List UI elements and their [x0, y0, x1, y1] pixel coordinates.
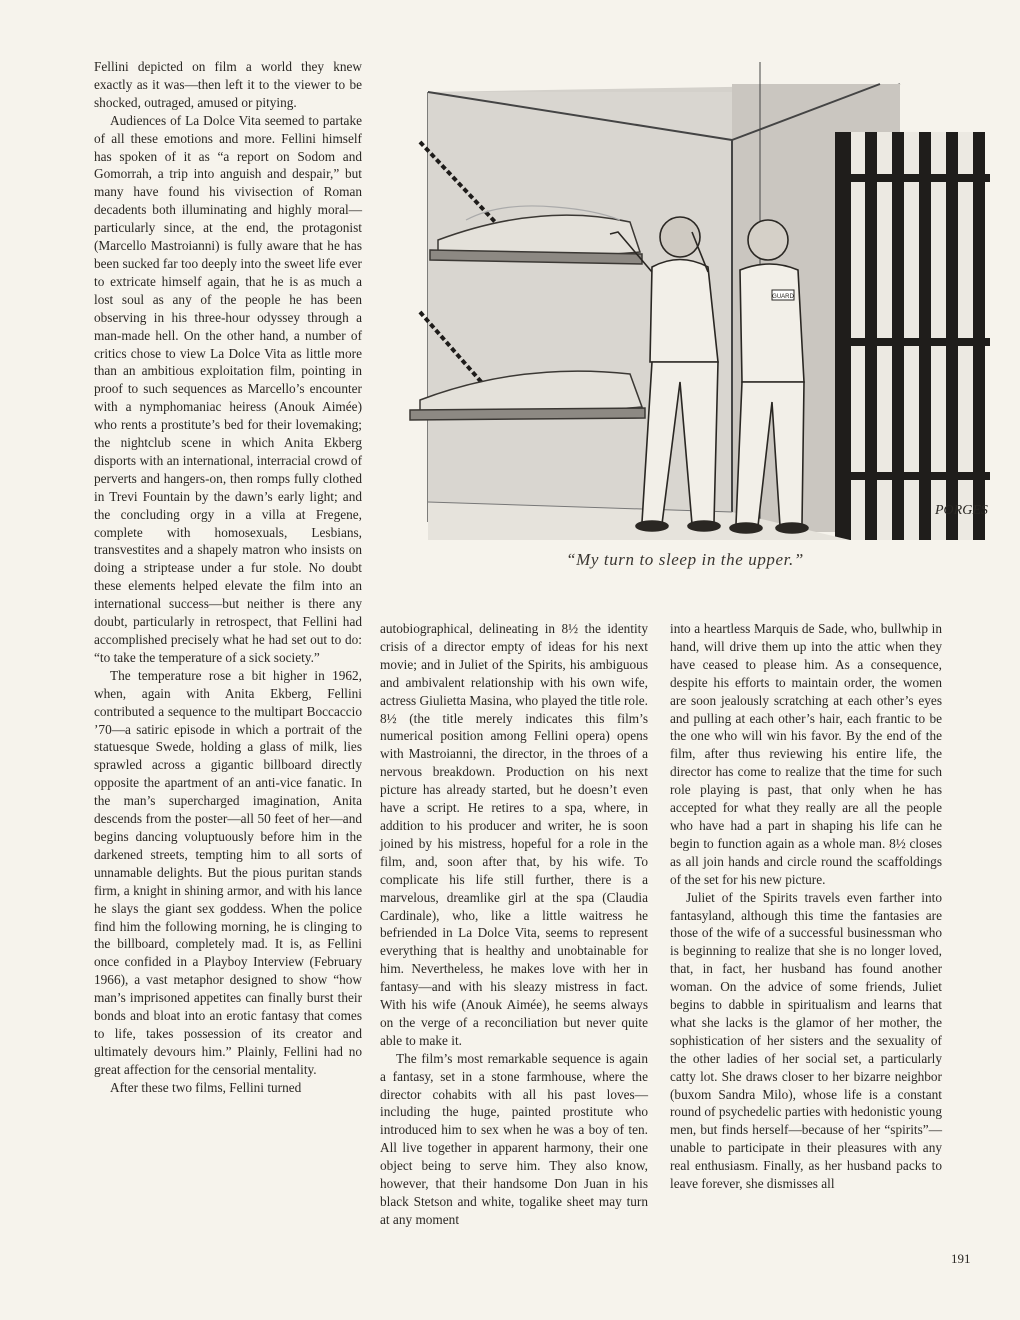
- paragraph: The temperature rose a bit higher in 1962, when, again with Anita Ekberg, Fellini contributed a sequence to the multipart Boccaccio ’70—a satiric episode in which a portrait of the statuesque Swede, holding a glass of milk, lies sprawled across a gigantic billboard directly opposite the apartment of an anti-vice fanatic. In the man’s supercharged imagination, Anita descends from the poster—all 50 feet of her—and begins dancing voluptuously before him in the darkened streets, tempting him to all sorts of unnamable delights. But the pious puritan stands firm, a knight in shining armor, and with his lance he slays the giant sex goddess. When the police find him the following morning, he is clinging to the billboard, completely mad. It is, as Fellini once confided in a Playboy Interview (February 1966), a vast metaphor designed to show “how man’s imprisoned appetites can finally burst their bonds and bloat into an erotic fantasy that comes to life, takes possession of its creator and ultimately devours him.” Plainly, Fellini had no great affection for the censorial mentality.: [94, 667, 362, 1077]
- text-column-left: [94, 58, 362, 1097]
- text-column-middle: [380, 620, 648, 1229]
- cartoon-illustration: [380, 62, 990, 540]
- text-column-right: [670, 620, 942, 1193]
- paragraph: After these two films, Fellini turned: [110, 1079, 302, 1095]
- cell-bars-icon: [835, 132, 990, 540]
- paragraph: Audiences of La Dolce Vita seemed to partake of all these emotions and more. Fellini himself has spoken of it as “a report on Sodom and Gomorrah, a trip into anguish and despair,” but many have found his vivisection of Roman decadents both illuminating and highly moral—particularly since, at the end, the protagonist (Marcello Mastroianni) is fully aware that he has been sucked far too deeply into the sweet life ever to extricate himself again, that he is as much a lost soul as any of the people he has been observing in his three-hour odyssey through a man-made hell. On the other hand, a number of critics chose to view La Dolce Vita as little more than an ambitious exploitation film, pointing in proof to such sequences as Marcello’s encounter with a nymphomaniac heiress (Anouk Aimée) who rents a prostitute’s bed for their lovemaking; the nightclub scene in which Anita Ekberg disports with an international, interracial crowd of perverts and hangers-on, then romps fully clothed in Trevi Fountain by the dawn’s early light; and the concluding orgy in a villa at Fregene, complete with homosexuals, Lesbians, transvestites and a shapely matron who insists on doing a striptease under a fur stole. No doubt these elements helped elevate the film into an international success—but neither is there any doubt, particularly in retrospect, that Fellini had accomplished precisely what he had set out to do: “to take the temperature of a sick society.”: [94, 112, 362, 665]
- guard-badge: GUARD: [772, 294, 794, 300]
- paragraph: Juliet of the Spirits travels even farther into fantasyland, although this time the fantasies are those of the wife of a successful businessman who is beginning to realize that she is no longer loved, that, in fact, her husband has found another woman. On the advice of some friends, Juliet begins to dabble in spiritualism and learns that what she lacks is the glamor of her mother, the sophistication of her sisters and the sexuality of the other ladies of her social set, a particularly catty lot. She draws closer to her bizarre neighbor (buxom Sandra Milo), whose life is a constant round of psychedelic parties with hedonistic young men, but finds herself—because of her “spirits”—unable to participate in their pleasures with any real enthusiasm. Finally, as her husband packs to leave forever, she dismisses all: [670, 889, 942, 1192]
- paragraph: Fellini depicted on film a world they knew exactly as it was—then left it to the viewer to be shocked, outraged, amused or pitying.: [94, 59, 362, 110]
- paragraph: into a heartless Marquis de Sade, who, bullwhip in hand, will drive them up into the attic when they have ceased to please him. As a consequence, despite his efforts to maintain order, the women are soon jealously scratching at each other’s eyes and pulling at each other’s hair, each frantic to be the one who will win his favor. By the end of the film, after thus reviewing his entire life, the director has come to realize that the time for such role playing is past, that only when he has accepted for what they really are all the people who have had a part in shaping his life can he begin to function again as a whole man. 8½ closes as all join hands and circle round the scaffoldings of the set for his new picture.: [670, 621, 942, 887]
- paragraph: The film’s most remarkable sequence is again a fantasy, set in a stone farmhouse, where the director cohabits with all his past loves—including the huge, painted prostitute who introduced him to sex when he was a boy of ten. All live together in apparent harmony, their one object being to serve him. They also know, however, that their handsome Don Juan in his black Stetson and white, togalike sheet may turn at any moment: [380, 1050, 648, 1227]
- cartoon-caption: “My turn to sleep in the upper.”: [566, 550, 804, 569]
- artist-signature: PORGES: [935, 503, 988, 518]
- page-number: 191: [951, 1251, 971, 1266]
- paragraph: autobiographical, delineating in 8½ the identity crisis of a director empty of ideas for his next movie; and in Juliet of the Spirits, his ambiguous and ambivalent relationship with his own wife, actress Giulietta Masina, who played the title role. 8½ (the title merely indicates this film’s numerical position among Fellini opera) opens with Mastroianni, the director, in the throes of a nervous breakdown. Production on his next picture has already started, but he doesn’t even have a script. He retires to a spa, where, in addition to his producer and writer, he is soon joined by his mistress, hopeful for a role in the film, and, soon after that, by his wife. To complicate his life still further, there is a marvelous, dreamlike girl at the spa (Claudia Cardinale), who, like a little waitress he befriended in La Dolce Vita, seems to represent everything that is healthy and unobtainable for him. Nevertheless, he makes love with her in fantasy—and with his sleazy mistress in fact. With his wife (Anouk Aimée), he seems always on the verge of a reconciliation but never quite able to make it.: [380, 621, 648, 1048]
